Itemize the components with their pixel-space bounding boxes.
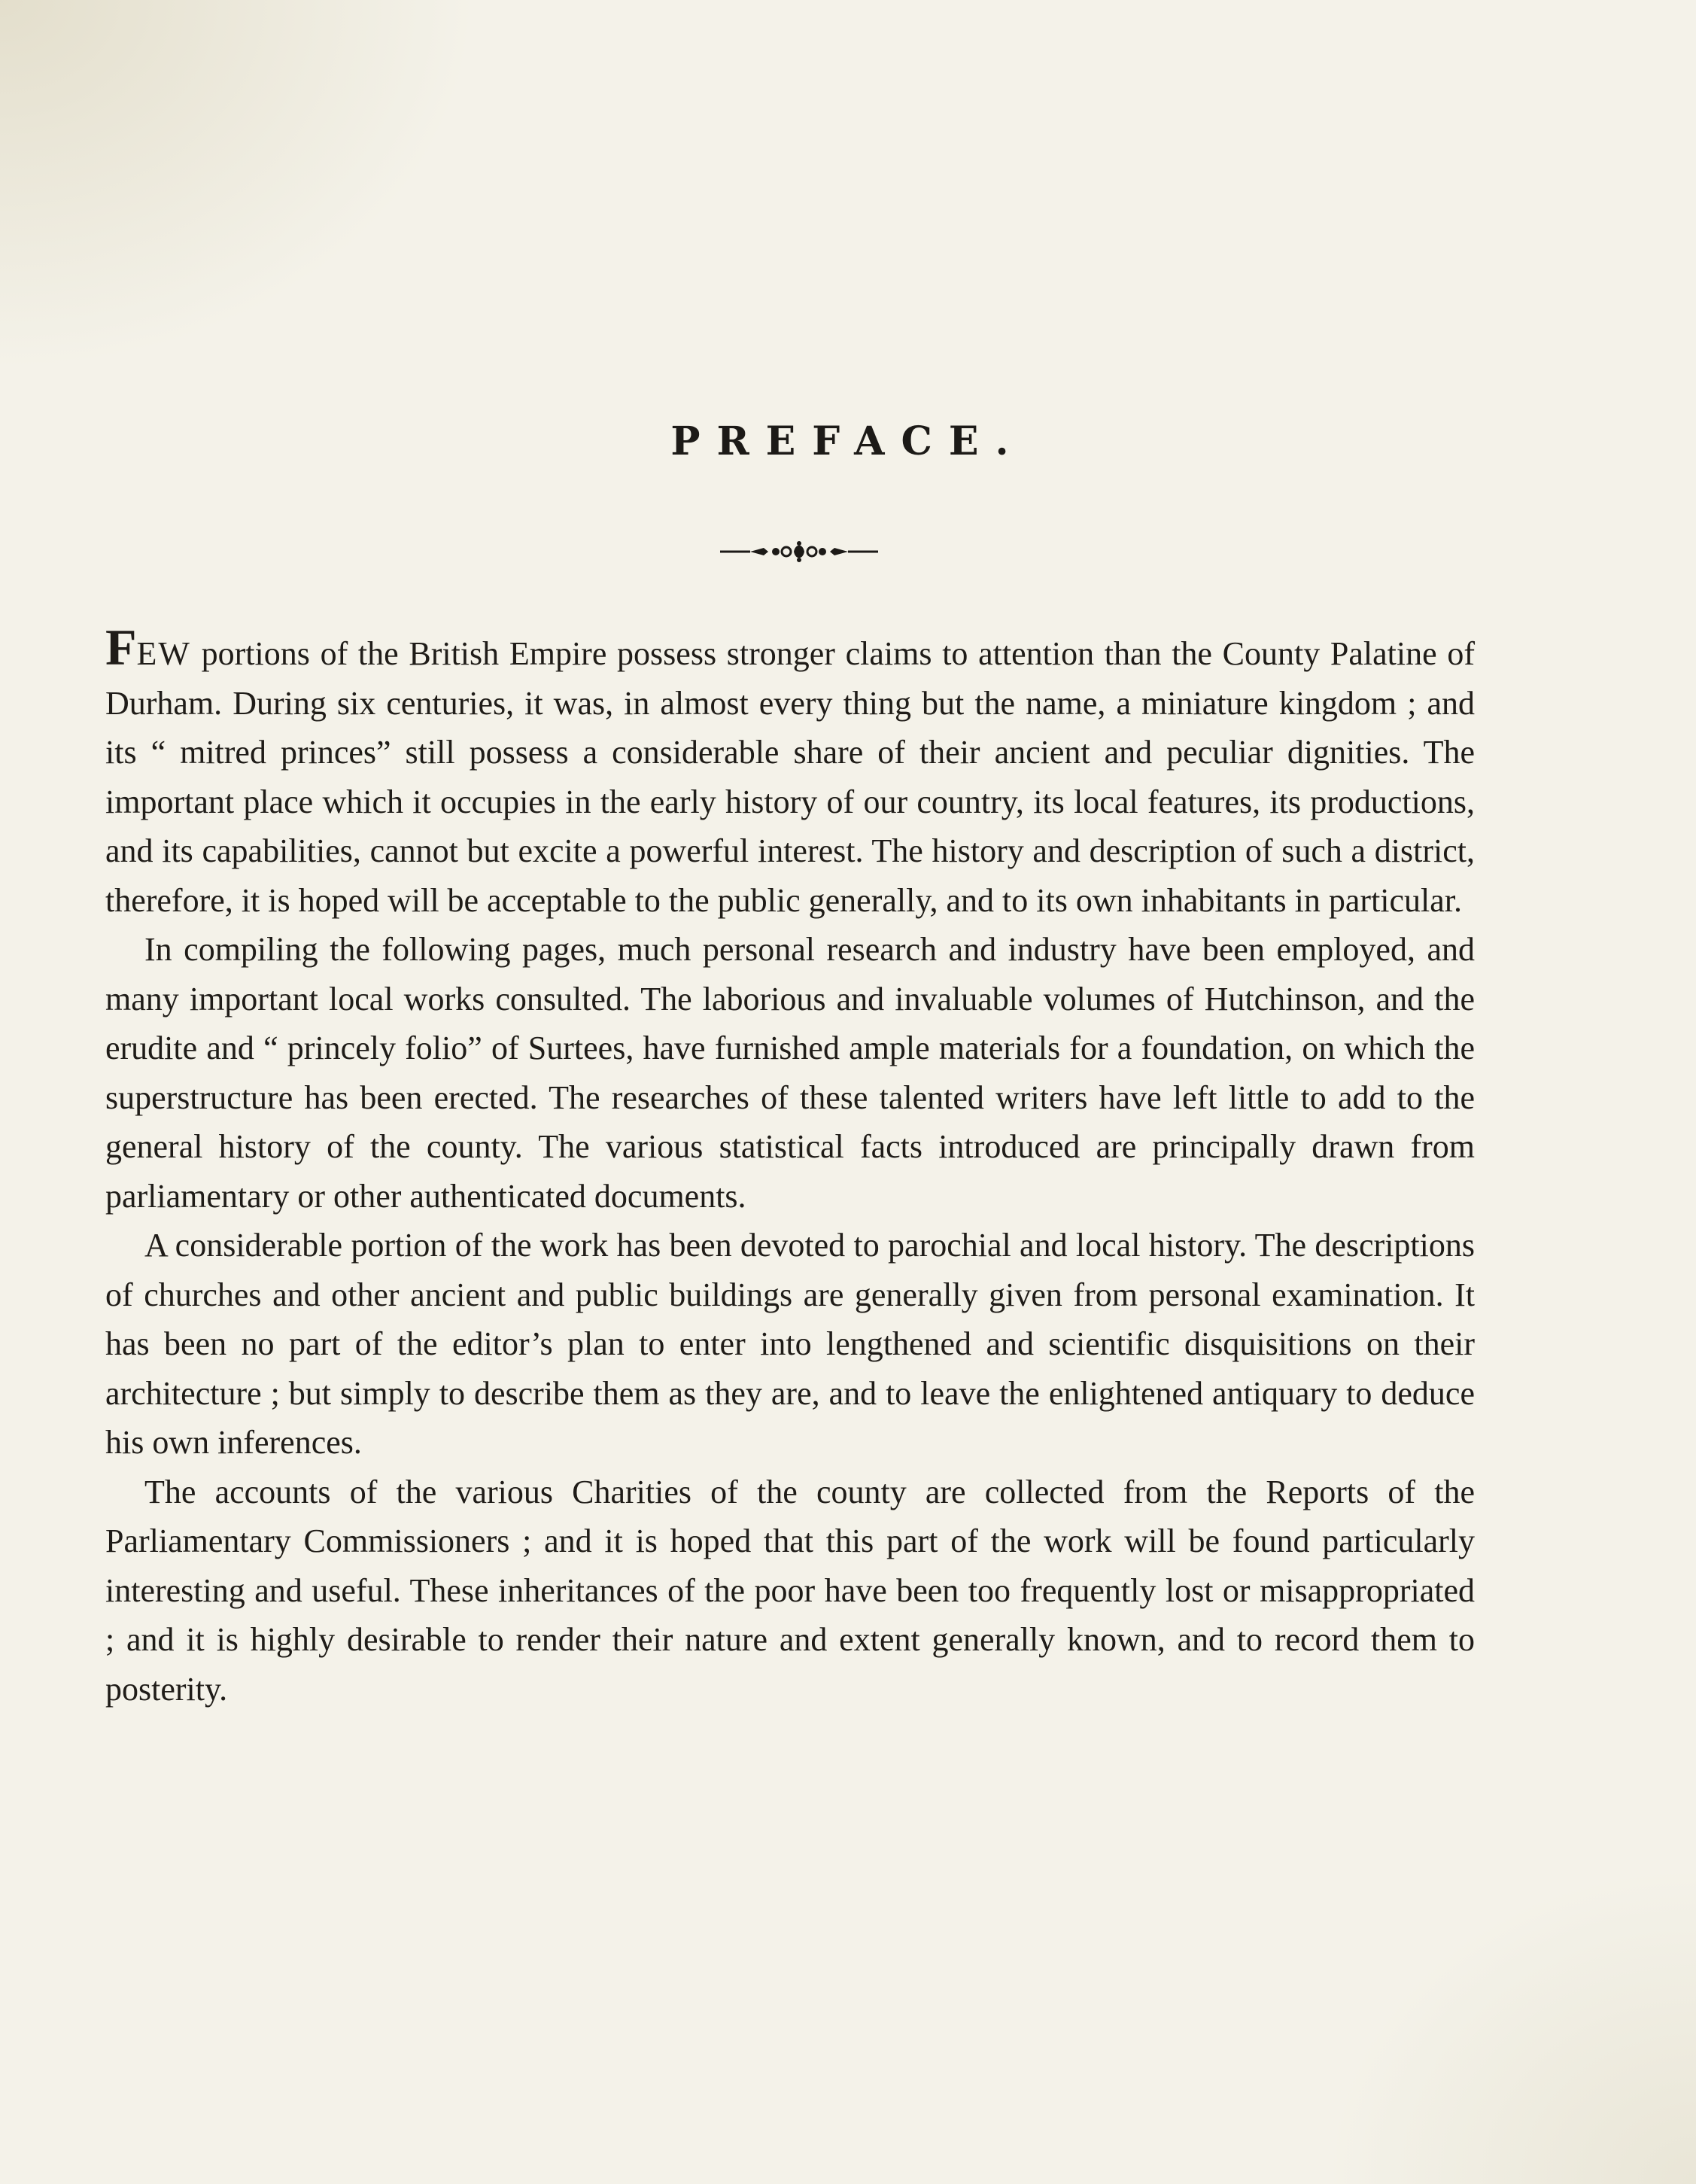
paragraph-text: portions of the British Empire possess stronger claims to attention than the County Palatine of Durham. During six centuries, it was, in almost every thing but the name, a miniature kingdom ; and its “ mitred princes” still possess a considerable share of their ancient and peculiar dignities. The important place which it occupies in the early history of our country, its local features, its productions, and its capabilities, cannot but excite a powerful interest. The history and description of such a district, therefore, it is hoped will be acceptable to the public generally, and to its own inhabitants in particular. [105, 635, 1475, 919]
ornamental-rule-icon [720, 540, 878, 563]
drop-cap: F [105, 619, 137, 676]
paragraph-4: The accounts of the various Charities of the county are collected from the Reports of the Parliamentary Commissioners ; and it is hoped that this part of the work will be found particularly interesting and useful. These inheritances of the poor have been too frequently lost or misappropriated ; and it is highly desirable to render their nature and extent generally known, and to record them to posterity. [105, 1473, 1475, 1708]
paragraph-1 [105, 619, 1475, 925]
small-caps-lead: EW [136, 635, 191, 672]
paragraph-2: In compiling the following pages, much personal research and industry have been employed, and many important local works consulted. The laborious and invaluable volumes of Hutchinson, and the erudite and “ princely folio” of Surtees, have furnished ample materials for a foundation, on which the superstructure has been erected. The researches of these talented writers have left little to add to the general history of the county. The various statistical facts introduced are principally drawn from parliamentary or other authenticated documents. [105, 931, 1475, 1215]
paragraph-3: A considerable portion of the work has been devoted to parochial and local history. The descriptions of churches and other ancient and public buildings are generally given from personal examination. It has been no part of the editor’s plan to enter into lengthened and scientific disquisitions on their architecture ; but simply to describe them as they are, and to leave the enlightened antiquary to deduce his own inferences. [105, 1227, 1475, 1461]
preface-body [105, 619, 1475, 1714]
page-title: PREFACE. [670, 418, 1026, 464]
